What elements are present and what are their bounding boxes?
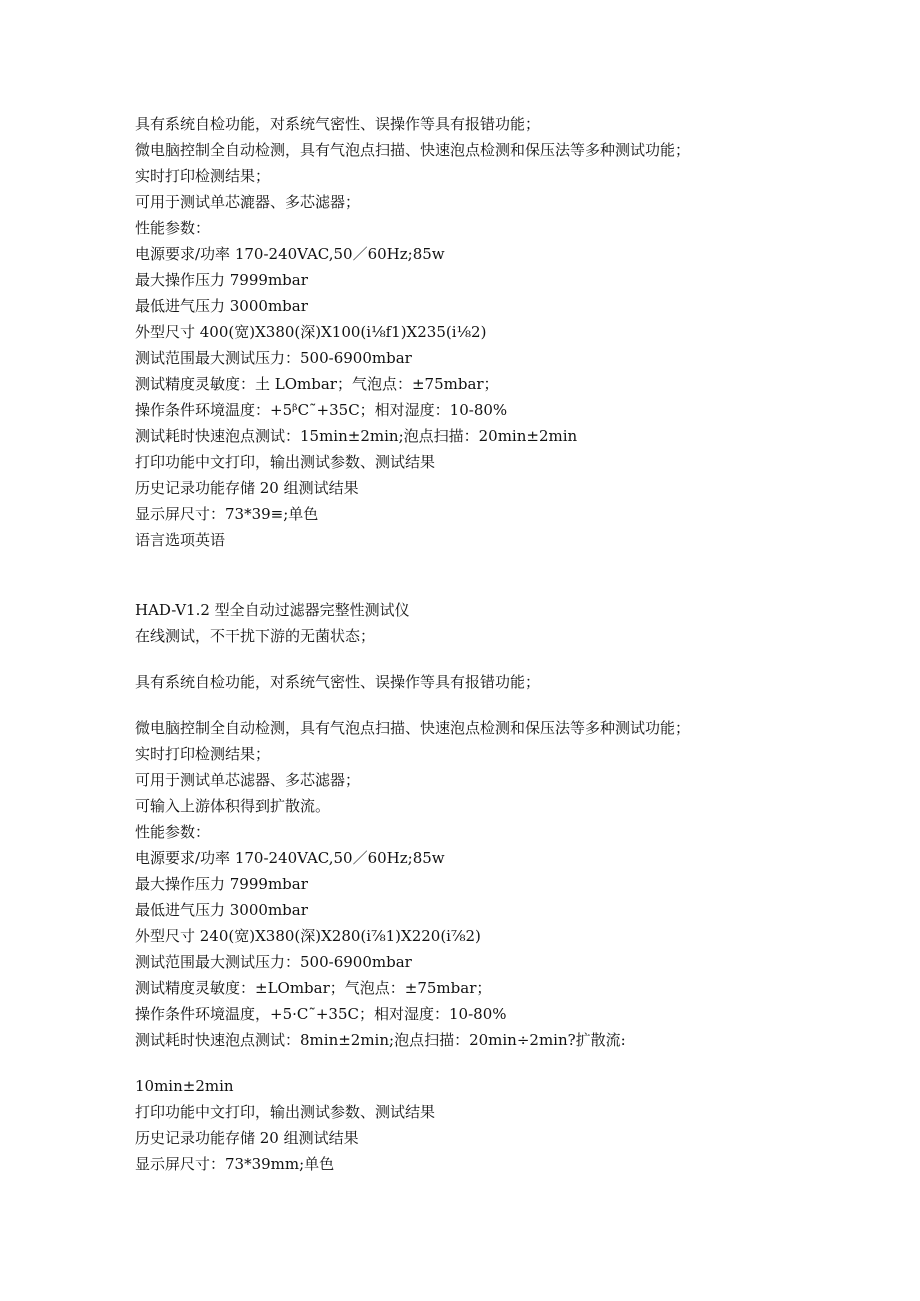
- paragraph-line: 实时打印检测结果；: [135, 167, 271, 185]
- section-title: HAD-V1.2 型全自动过滤器完整性测试仪: [135, 601, 410, 619]
- paragraph-line: 在线测试，不干扰下游的无菌状态；: [135, 627, 376, 645]
- spec-line: 最低进气压力 3000mbar: [135, 297, 308, 315]
- spec-line: 测试范围最大测试压力：500-6900mbar: [135, 349, 412, 367]
- paragraph-spacer: [135, 649, 895, 669]
- paragraph-line: 微电脑控制全自动检测，具有气泡点扫描、快速泡点检测和保压法等多种测试功能；: [135, 719, 691, 737]
- section-1: [135, 111, 895, 553]
- paragraph-line: 可用于测试单芯漉器、多芯滤器；: [135, 193, 361, 211]
- paragraph-line: 性能参数：: [135, 219, 211, 237]
- spec-line: 打印功能中文打印，输出测试参数、测试结果: [135, 453, 436, 471]
- paragraph-line: 实时打印检测结果；: [135, 745, 271, 763]
- spec-line: 测试耗时快速泡点测试：15min±2min;泡点扫描：20min±2min: [135, 427, 578, 445]
- paragraph-line: 微电脑控制全自动检测，具有气泡点扫描、快速泡点检测和保压法等多种测试功能；: [135, 141, 691, 159]
- section-2: [135, 597, 895, 1177]
- spec-line: 操作条件环境温度：+5ᵝC˜+35C；相对湿度：10-80%: [135, 401, 508, 419]
- document-page: [135, 111, 895, 1177]
- spec-line: 测试精度灵敏度：±LOmbar；气泡点：±75mbar；: [135, 979, 492, 997]
- paragraph-spacer: [135, 1053, 895, 1073]
- paragraph-line: 具有系统自检功能，对系统气密性、误操作等具有报错功能；: [135, 115, 541, 133]
- paragraph-line: 性能参数：: [135, 823, 211, 841]
- spec-line: 电源要求/功率 170-240VAC,50／60Hz;85w: [135, 849, 445, 867]
- spec-line: 最低进气压力 3000mbar: [135, 901, 308, 919]
- spec-line: 打印功能中文打印，输出测试参数、测试结果: [135, 1103, 436, 1121]
- spec-line: 测试耗时快速泡点测试：8min±2min;泡点扫描：20min÷2min?扩散流:: [135, 1031, 626, 1049]
- paragraph-spacer: [135, 695, 895, 715]
- spec-line: 语言选项英语: [135, 531, 226, 549]
- spec-line: 外型尺寸 240(宽)X380(深)X280(i⅞1)X220(i⅞2): [135, 927, 481, 945]
- spec-line: 测试精度灵敏度：土 LOmbar；气泡点：±75mbar；: [135, 375, 499, 393]
- spec-line: 显示屏尺寸：73*39mm;单色: [135, 1155, 335, 1173]
- spec-line: 历史记录功能存储 20 组测试结果: [135, 479, 359, 497]
- spec-line: 历史记录功能存储 20 组测试结果: [135, 1129, 359, 1147]
- spec-line: 最大操作压力 7999mbar: [135, 271, 308, 289]
- spec-line: 10min±2min: [135, 1077, 234, 1095]
- spec-line: 电源要求/功率 170-240VAC,50／60Hz;85w: [135, 245, 445, 263]
- spec-line: 外型尺寸 400(宽)X380(深)X100(i⅛f1)X235(i⅛2): [135, 323, 487, 341]
- spec-line: 测试范围最大测试压力：500-6900mbar: [135, 953, 412, 971]
- spec-line: 操作条件环境温度，+5·C˜+35C；相对湿度：10-80%: [135, 1005, 507, 1023]
- section-spacer: [135, 553, 895, 597]
- spec-line: 最大操作压力 7999mbar: [135, 875, 308, 893]
- paragraph-line: 可用于测试单芯滤器、多芯滤器；: [135, 771, 361, 789]
- paragraph-line: 具有系统自检功能，对系统气密性、误操作等具有报错功能；: [135, 673, 541, 691]
- spec-line: 显示屏尺寸：73*39≡;单色: [135, 505, 319, 523]
- paragraph-line: 可输入上游体积得到扩散流。: [135, 797, 331, 815]
